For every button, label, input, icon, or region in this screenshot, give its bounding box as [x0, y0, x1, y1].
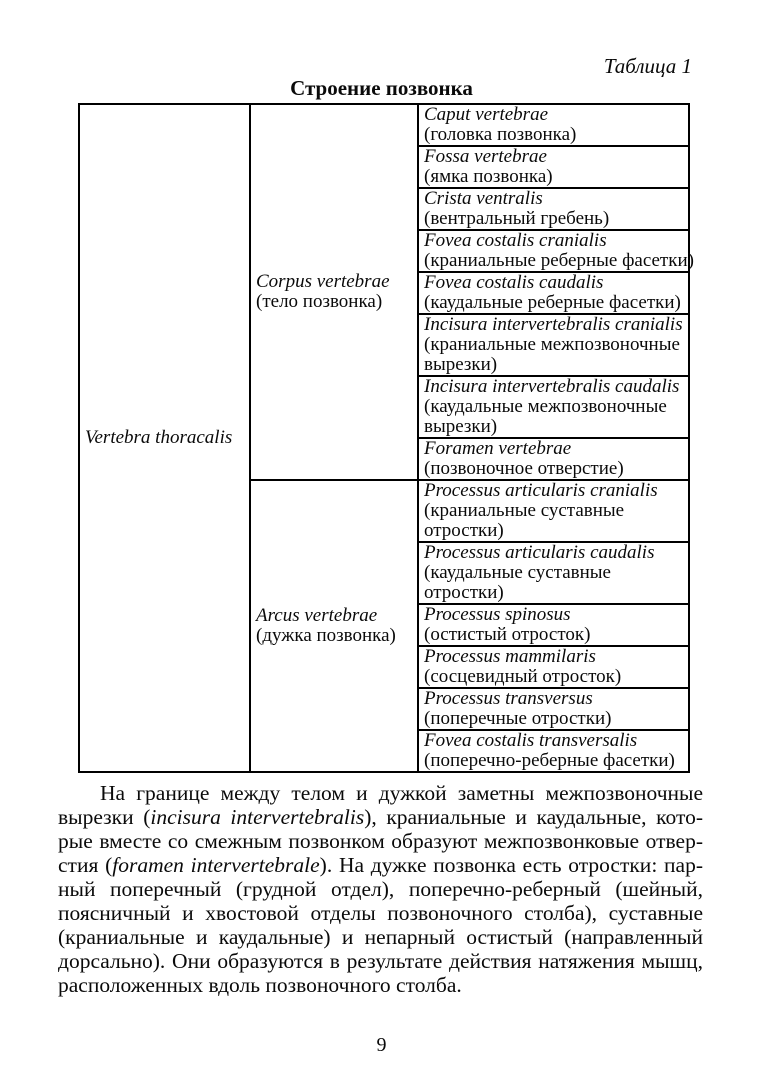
- latin-term: Caput vertebrae: [424, 104, 549, 125]
- term-cell: [418, 604, 689, 646]
- term-cell: [418, 230, 694, 272]
- paragraph-line: [58, 925, 703, 949]
- term-cell: [418, 646, 689, 688]
- latin-term: Processus mammilaris: [424, 646, 596, 667]
- term-cell: [418, 188, 689, 230]
- latin-term: Fovea costalis cranialis: [424, 230, 607, 251]
- latin-term: Vertebra thoracalis: [85, 427, 233, 448]
- term-cell: [418, 542, 689, 604]
- russian-translation: (остистый отросток): [424, 624, 591, 645]
- latin-term: Incisura intervertebralis caudalis: [424, 376, 680, 397]
- latin-term: Crista ventralis: [424, 188, 543, 209]
- russian-translation: (каудальные межпозвоночные: [424, 396, 667, 417]
- latin-term: Processus articularis caudalis: [424, 542, 655, 563]
- term-cell: [418, 104, 689, 146]
- paragraph-line: [58, 805, 703, 829]
- paragraph-line: [58, 877, 703, 901]
- russian-translation: (поперечные отростки): [424, 708, 612, 729]
- text-segment: На границе между телом и дужкой заметны межпозвоночные: [100, 781, 703, 805]
- russian-translation: (дужка позвонка): [256, 625, 396, 646]
- latin-term: Corpus vertebrae: [256, 271, 390, 292]
- text-segment: (краниальные и каудальные) и непарный остистый (направленный: [58, 925, 703, 949]
- russian-translation: (каудальные суставные: [424, 562, 611, 583]
- vertebra-type-cell: [79, 104, 250, 772]
- paragraph-line: [58, 973, 703, 997]
- russian-translation: (краниальные реберные фасетки): [424, 250, 694, 271]
- russian-translation: (ямка позвонка): [424, 166, 553, 187]
- table-title: Строение позвонка: [290, 76, 473, 100]
- text-segment: ный поперечный (грудной отдел), поперечно-реберный (шейный,: [58, 877, 703, 901]
- structure-table-body: [79, 104, 694, 772]
- term-cell: [418, 314, 689, 376]
- russian-translation: (каудальные реберные фасетки): [424, 292, 681, 313]
- group-cell: [250, 480, 418, 772]
- text-segment: дорсально). Они образуются в результате действия натяжения мышц,: [58, 949, 703, 973]
- latin-phrase: foramen intervertebrale: [112, 853, 320, 877]
- russian-translation: (головка позвонка): [424, 124, 577, 145]
- russian-translation: (поперечно-реберные фасетки): [424, 750, 675, 771]
- russian-translation: вырезки): [424, 354, 498, 375]
- body-paragraph: [58, 781, 703, 997]
- latin-term: Processus spinosus: [424, 604, 571, 625]
- latin-term: Fovea costalis transversalis: [424, 730, 638, 751]
- text-segment: поясничный и хвостовой отделы позвоночного столба), суставные: [58, 901, 703, 925]
- latin-term: Processus transversus: [424, 688, 593, 709]
- term-cell: [418, 730, 689, 772]
- latin-term: Foramen vertebrae: [424, 438, 572, 459]
- russian-translation: отростки): [424, 582, 504, 603]
- latin-term: Incisura intervertebralis cranialis: [424, 314, 683, 335]
- russian-translation: (сосцевидный отросток): [424, 666, 622, 687]
- latin-phrase: incisura intervertebralis: [150, 805, 365, 829]
- text-segment: расположенных вдоль позвоночного столба.: [58, 973, 462, 997]
- paragraph-line: [58, 829, 703, 853]
- term-cell: [418, 480, 689, 542]
- russian-translation: вырезки): [424, 416, 498, 437]
- page-number: 9: [376, 1034, 387, 1056]
- term-cell: [418, 272, 689, 314]
- text-segment: стия (: [58, 853, 113, 877]
- latin-term: Fossa vertebrae: [424, 146, 547, 167]
- paragraph-line: [58, 901, 703, 925]
- text-segment: ), краниальные и каудальные, кото-: [364, 805, 703, 829]
- russian-translation: (краниальные суставные: [424, 500, 625, 521]
- paragraph-line: [58, 949, 703, 973]
- structure-table: [78, 103, 694, 773]
- latin-term: Processus articularis cranialis: [424, 480, 658, 501]
- term-cell: [418, 438, 689, 480]
- russian-translation: (тело позвонка): [256, 291, 383, 312]
- russian-translation: (позвоночное отверстие): [424, 458, 624, 479]
- text-segment: вырезки (: [58, 805, 151, 829]
- paragraph-line: [58, 781, 703, 805]
- term-cell: [418, 376, 689, 438]
- group-cell: [250, 104, 418, 480]
- term-cell: [418, 146, 689, 188]
- table-caption-label: Таблица 1: [603, 54, 692, 78]
- russian-translation: (вентральный гребень): [424, 208, 610, 229]
- text-segment: рые вместе со смежным позвонком образуют межпозвонковые отвер-: [58, 829, 703, 853]
- latin-term: Arcus vertebrae: [256, 605, 378, 626]
- latin-term: Fovea costalis caudalis: [424, 272, 604, 293]
- russian-translation: отростки): [424, 520, 504, 541]
- table-row: [79, 104, 689, 146]
- term-cell: [418, 688, 689, 730]
- russian-translation: (краниальные межпозвоночные: [424, 334, 680, 355]
- text-segment: ). На дужке позвонка есть отростки: пар-: [319, 853, 704, 877]
- paragraph-line: [58, 853, 703, 877]
